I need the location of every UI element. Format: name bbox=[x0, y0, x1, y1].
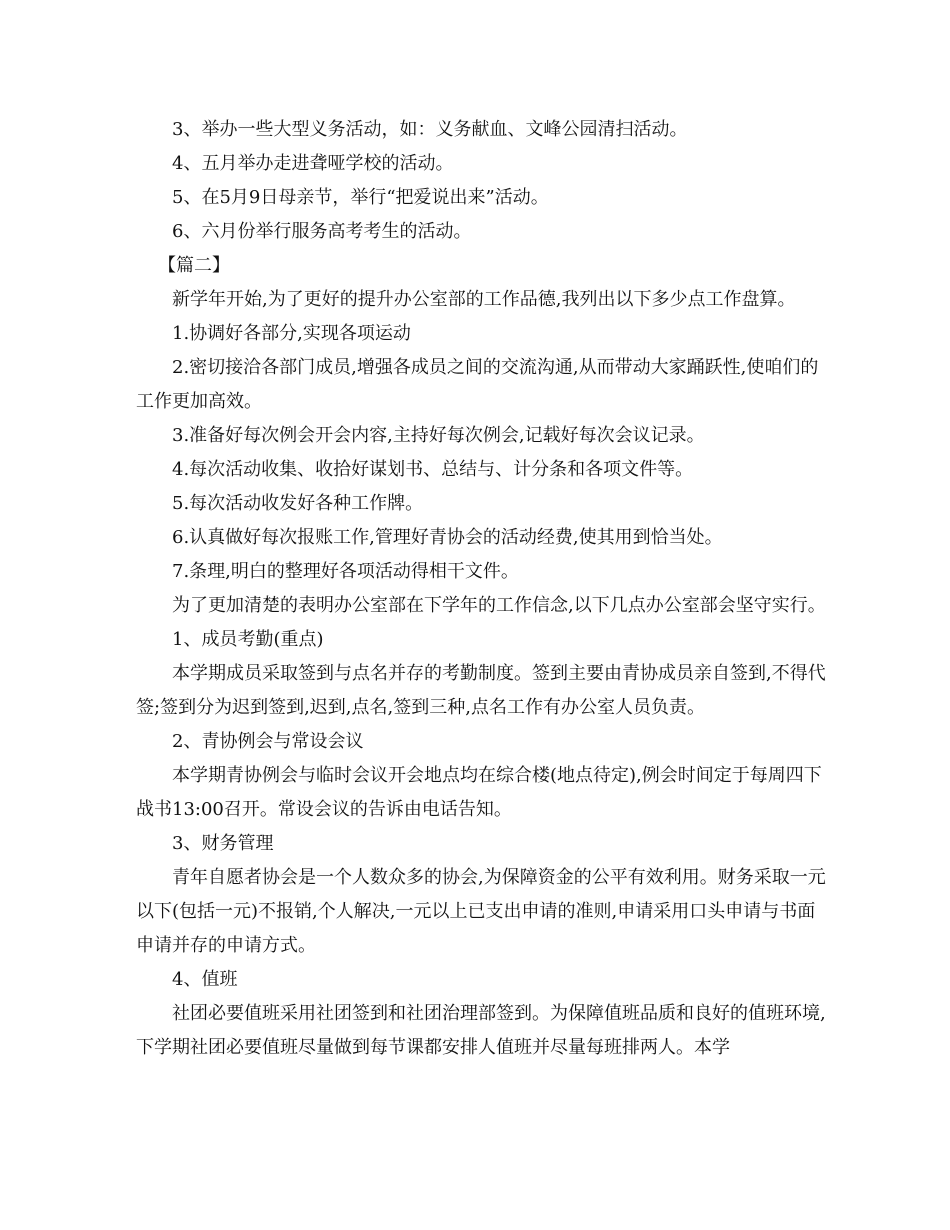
subsection-heading: 3、财务管理 bbox=[172, 833, 274, 854]
subsection-heading: 1、成员考勤(重点) bbox=[172, 629, 324, 650]
list-item: 5.每次活动收发好各种工作牌。 bbox=[172, 493, 424, 514]
paragraph: 新学年开始,为了更好的提升办公室部的工作品德,我列出以下多少点工作盘算。 bbox=[172, 289, 796, 310]
paragraph: 5、在5月9日母亲节，举行“把爱说出来”活动。 bbox=[172, 187, 549, 208]
paragraph: 本学期青协例会与临时会议开会地点均在综合楼(地点待定),例会时间定于每周四下战书13:00召开。常设会议的告诉由电话告知。 bbox=[136, 765, 822, 820]
list-item: 1.协调好各部分,实现各项运动 bbox=[172, 323, 411, 344]
paragraph: 为了更加清楚的表明办公室部在下学年的工作信念,以下几点办公室部会坚守实行。 bbox=[172, 595, 826, 616]
subsection-heading: 4、值班 bbox=[172, 969, 238, 990]
list-item: 2.密切接洽各部门成员,增强各成员之间的交流沟通,从而带动大家踊跃性,使咱们的工作更加高效。 bbox=[136, 357, 819, 412]
paragraph: 青年自愿者协会是一个人数众多的协会,为保障资金的公平有效利用。财务采取一元以下(包括一元)不报销,个人解决,一元以上已支出申请的准则,申请采用口头申请与书面申请并存的申请方式。 bbox=[136, 867, 826, 956]
list-item: 4.每次活动收集、收拾好谋划书、总结与、计分条和各项文件等。 bbox=[172, 459, 694, 480]
list-item: 7.条理,明白的整理好各项活动得相干文件。 bbox=[172, 561, 519, 582]
subsection-heading: 2、青协例会与常设会议 bbox=[172, 731, 364, 752]
paragraph: 社团必要值班采用社团签到和社团治理部签到。为保障值班品质和良好的值班环境,下学期社团必要值班尽量做到每节课都安排人值班并尽量每班排两人。本学 bbox=[136, 1003, 826, 1058]
list-item: 6.认真做好每次报账工作,管理好青协会的活动经费,使其用到恰当处。 bbox=[172, 527, 723, 548]
section-heading: 【篇二】 bbox=[158, 255, 230, 276]
paragraph: 3、举办一些大型义务活动，如：义务献血、文峰公园清扫活动。 bbox=[172, 119, 688, 140]
paragraph: 4、五月举办走进聋哑学校的活动。 bbox=[172, 153, 454, 174]
paragraph: 6、六月份举行服务高考考生的活动。 bbox=[172, 221, 472, 242]
list-item: 3.准备好每次例会开会内容,主持好每次例会,记载好每次会议记录。 bbox=[172, 425, 705, 446]
document-body bbox=[136, 113, 826, 1065]
paragraph: 本学期成员采取签到与点名并存的考勤制度。签到主要由青协成员亲自签到,不得代签;签到分为迟到签到,迟到,点名,签到三种,点名工作有办公室人员负责。 bbox=[136, 663, 826, 718]
